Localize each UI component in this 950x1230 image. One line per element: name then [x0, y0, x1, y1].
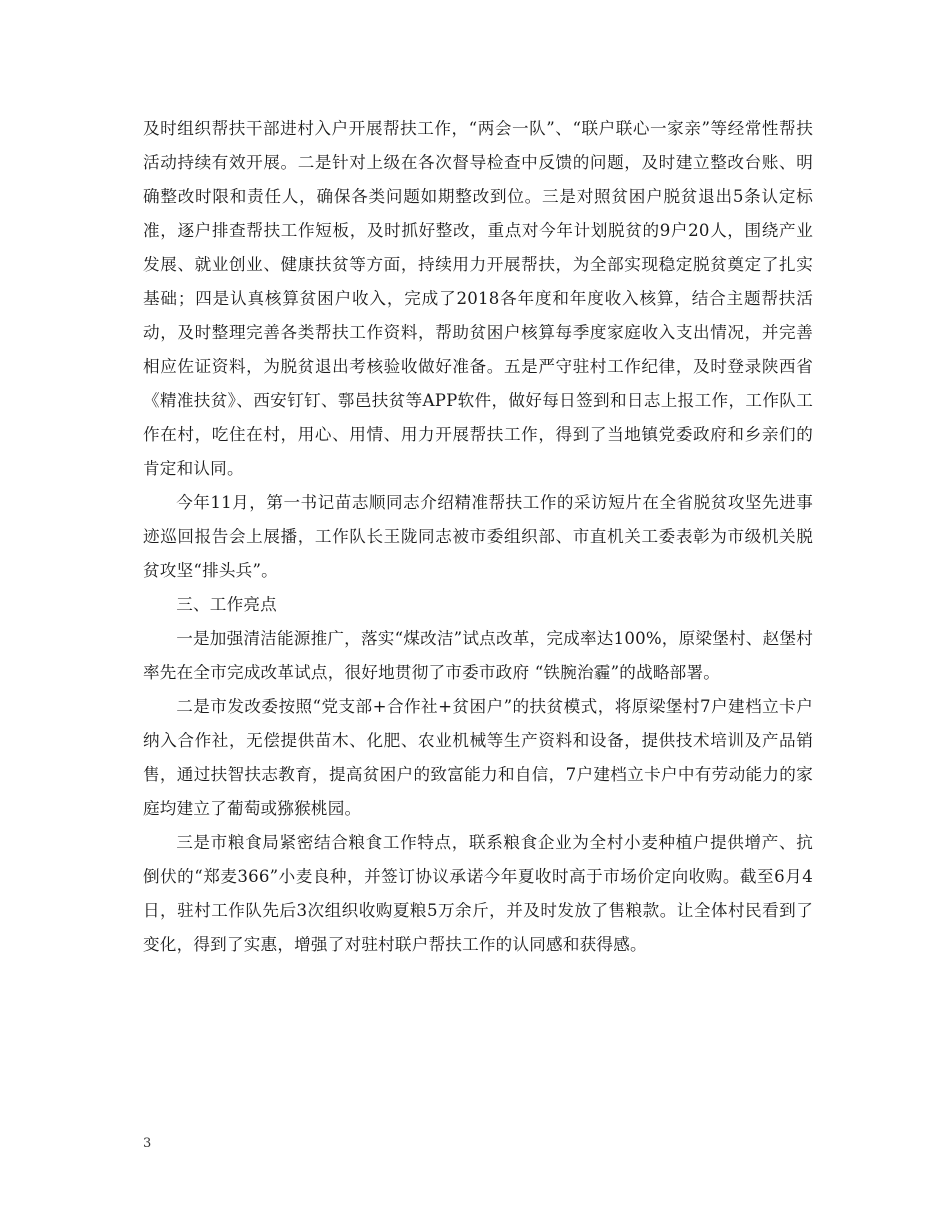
paragraph-4: 二是市发改委按照“党支部+合作社+贫困户”的扶贫模式，将原梁堡村7户建档立卡户纳入合作社，无偿提供苗木、化肥、农业机械等生产资料和设备，提供技术培训及产品销售，通过扶智扶志教育，提高贫困户的致富能力和自信，7户建档立卡户中有劳动能力的家庭均建立了葡萄或猕猴桃园。 — [143, 697, 813, 818]
paragraph-2: 今年11月，第一书记苗志顺同志介绍精准帮扶工作的采访短片在全省脱贫攻坚先进事迹巡回报告会上展播，工作队长王陇同志被市委组织部、市直机关工委表彰为市级机关脱贫攻坚“排头兵”。 — [143, 493, 813, 580]
paragraph-1: 及时组织帮扶干部进村入户开展帮扶工作，“两会一队”、“联户联心一家亲”等经常性帮扶活动持续有效开展。二是针对上级在各次督导检查中反馈的问题，及时建立整改台账、明确整改时限和责任人，确保各类问题如期整改到位。三是对照贫困户脱贫退出5条认定标准，逐户排查帮扶工作短板，及时抓好整改，重点对今年计划脱贫的9户20人，围绕产业发展、就业创业、健康扶贫等方面，持续用力开展帮扶，为全部实现稳定脱贫奠定了扎实基础；四是认真核算贫困户收入，完成了2018各年度和年度收入核算，结合主题帮扶活动，及时整理完善各类帮扶工作资料，帮助贫困户核算每季度家庭收入支出情况，并完善相应佐证资料，为脱贫退出考核验收做好准备。五是严守驻村工作纪律，及时登录陕西省《精准扶贫》、西安钉钉、鄠邑扶贫等APP软件，做好每日签到和日志上报工作，工作队工作在村，吃住在村，用心、用情、用力开展帮扶工作，得到了当地镇党委政府和乡亲们的肯定和认同。 — [143, 119, 813, 478]
paragraph-3: 一是加强清洁能源推广，落实“煤改洁”试点改革，完成率达100%，原梁堡村、赵堡村率先在全市完成改革试点，很好地贯彻了市委市政府 “铁腕治霾”的战略部署。 — [143, 629, 813, 682]
page-number: 3 — [143, 1136, 152, 1151]
paragraph-5: 三是市粮食局紧密结合粮食工作特点，联系粮食企业为全村小麦种植户提供增产、抗倒伏的“郑麦366”小麦良种，并签订协议承诺今年夏收时高于市场价定向收购。截至6月4日，驻村工作队先后3次组织收购夏粮5万余斤，并及时发放了售粮款。让全体村民看到了变化，得到了实惠，增强了对驻村联户帮扶工作的认同感和获得感。 — [143, 833, 813, 954]
section-heading: 三、工作亮点 — [176, 595, 277, 614]
document-body — [143, 112, 813, 962]
